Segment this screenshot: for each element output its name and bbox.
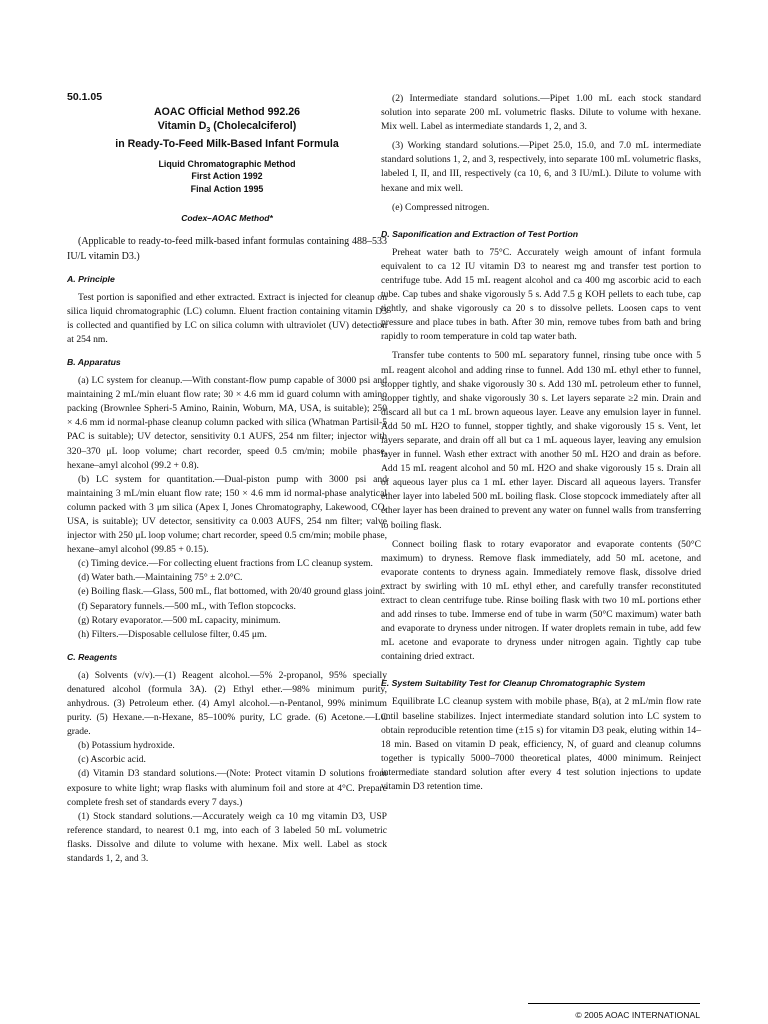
subtitle-3: Final Action 1995 xyxy=(190,183,264,194)
copyright-footer: © 2005 AOAC INTERNATIONAL xyxy=(528,1003,700,1020)
saponification-p2: Transfer tube contents to 500 mL separatory funnel, rinsing tube once with 5 mL reagent alcohol and adding rinse to funnel. Add 130 mL ethyl ether to funnel, stopper tightly, and shake vigorously 30 s. Add 130 mL petroleum ether to funnel, stopper tightly, and shake vigorously 30 s. Let layers separate ≥2 min. Drain and discard all but ca 1 mL brown aqueous layer. Leave any emulsion layer in funnel. Add 50 mL H2O to funnel, stopper tightly, and shake vigorously 15 s. Vent, let layers separate, and drain off all but ca 1 mL aqueous layer, leaving any emulsion layer in funnel. Wash ether extract with another 50 mL H2O and drain as before. Add 15 mL reagent alcohol and 50 mL H2O and shake vigorously 15 s. Drain all of aqueous layer plus ca 1 mL ether layer. Discard all aqueous layers. Transfer ether layer into labeled 500 mL boiling flask. Close stopcock immediately after all ether layer has been drained to prevent any water on funnel walls from transferring to boiling flask. xyxy=(381,350,701,531)
apparatus-g: (g) Rotary evaporator.—500 mL capacity, minimum. xyxy=(78,614,281,626)
reagents-e: (e) Compressed nitrogen. xyxy=(392,201,490,213)
reagents-d1: (1) Stock standard solutions.—Accurately weigh ca 10 mg vitamin D3, USP reference standard, to nearest 0.1 mg, into each of 3 labeled 50 mL volumetric flasks. Dissolve and dilute to volume with hexane. Mix well. Label as stock standards 1, 2, and 3. xyxy=(67,810,387,865)
subtitle-1: Liquid Chromatographic Method xyxy=(158,158,296,169)
apparatus-e: (e) Boiling flask.—Glass, 500 mL, flat bottomed, with 20/40 ground glass joint. xyxy=(78,586,385,598)
applicability: (Applicable to ready-to-feed milk-based infant formulas containing 488–533 IU/L vitamin D3.) xyxy=(67,236,387,262)
heading-principle: A. Principle xyxy=(67,273,115,284)
heading-apparatus: B. Apparatus xyxy=(67,357,121,368)
left-column xyxy=(67,90,387,866)
apparatus-b: (b) LC system for quantitation.—Dual-piston pump with 3000 psi and maintaining 3 mL/min eluant flow rate; 150 × 4.6 mm id normal-phase analytical column packed with 3 μm silica (Apex I, Jones Chromatography, Lakewood, CO, USA, is suitable); UV detector, sensitivity ca 0.003 AUFS, 254 nm filter; valve injector with 250 μL loop volume; chart recorder, speed 0.5 cm/min; mobile phase, hexane–amyl alcohol (99.85 + 0.15). xyxy=(67,473,387,556)
reagents-d2: (2) Intermediate standard solutions.—Pipet 1.00 mL each stock standard solution into separate 200 mL volumetric flasks. Dilute to volume with hexane. Mix well. Label as intermediate standards 1, 2, and 3. xyxy=(381,93,701,133)
apparatus-d: (d) Water bath.—Maintaining 75° ± 2.0°C. xyxy=(78,572,243,584)
apparatus-f: (f) Separatory funnels.—500 mL, with Teflon stopcocks. xyxy=(78,600,296,612)
apparatus-c: (c) Timing device.—For collecting eluent fractions from LC cleanup system. xyxy=(78,558,373,570)
principle-text: Test portion is saponified and ether extracted. Extract is injected for cleanup on silica liquid chromatographic (LC) column. Eluent fraction containing vitamin D3 is collected and quantified by LC on silica column with ultraviolet (UV) detection at 254 nm. xyxy=(67,291,387,345)
apparatus-a: (a) LC system for cleanup.—With constant-flow pump capable of 3000 psi and maintaining 2 mL/min eluant flow rate; 30 × 4.6 mm id guard column with amino packing (Brownlee Spheri-5 Amino, Rainin, Woburn, MA, USA, is suitable); 250 × 4.6 mm id normal-phase cleanup column packed with silica (Whatman Partisil-5 PAC is suitable); UV detector, sensitivity 0.1 AUFS, 254 nm filter; injector with 320–370 μL loop volume; chart recorder, speed 0.5 cm/min; mobile phase, hexane–amyl alcohol (99.2 + 0.8). xyxy=(67,375,387,471)
reagents-b: (b) Potassium hydroxide. xyxy=(78,740,175,752)
heading-system-suitability: E. System Suitability Test for Cleanup Chromatographic System xyxy=(381,678,646,689)
reagents-c: (c) Ascorbic acid. xyxy=(78,754,146,766)
codex-label: Codex–AOAC Method* xyxy=(181,213,273,224)
reagents-a: (a) Solvents (v/v).—(1) Reagent alcohol.—5% 2-propanol, 95% specially denatured alcohol (formula 3A). (2) Ethyl ether.—98% minimum purity, anhydrous. (3) Petroleum ether. (4) Amyl alcohol.—n-Pentanol, 99% minimum purity. (5) Hexane.—n-Hexane, 85–100% purity, LC grade. (6) Acetone.—LC grade. xyxy=(67,669,387,738)
apparatus-h: (h) Filters.—Disposable cellulose filter, 0.45 μm. xyxy=(78,628,267,640)
saponification-p3: Connect boiling flask to rotary evaporator and evaporate contents (50°C maximum) to dryness. Remove flask immediately, add 50 mL acetone, and evaporate contents to dryness again. Immediately remove flask, dissolve dried extract by swirling with 10 mL ethyl ether, and carefully transfer reconstituted extract to clean centrifuge tube. Rinse boiling flask with two 10 mL portions ether and add rinses to tube. Immerse end of tube in warm (50°C maximum) water bath and evaporate to dryness under nitrogen. If water droplets remain in tube, add few mL acetone and evaporate to dryness under nitrogen again. Tightly cap tube containing dried extract. xyxy=(381,538,701,663)
method-number: 50.1.05 xyxy=(67,91,103,103)
reagents-d3: (3) Working standard solutions.—Pipet 25.0, 15.0, and 7.0 mL intermediate standard solutions 1, 2, and 3, respectively, into separate 100 mL volumetric flasks, labeled I, II, and III, respectively (ca 10, 6, and 3 IU/mL). Dilute to volume with hexane and mix well. xyxy=(381,140,701,194)
heading-saponification: D. Saponification and Extraction of Test Portion xyxy=(381,228,579,239)
system-suitability-text: Equilibrate LC cleanup system with mobile phase, B(a), at 2 mL/min flow rate until baseline stabilizes. Inject intermediate standard solution into LC system to obtain reproducible retention time (±15 s) for vitamin D3 peak, eluting within 14–18 min. Based on vitamin D peak, efficiency, N, of guard and cleanup columns together is typically 5000–7000 theoretical plates, 4000 minimum. Reinject intermediate standard solution after every 4 test solution injections to update vitamin D3 retention time. xyxy=(381,696,701,793)
saponification-p1: Preheat water bath to 75°C. Accurately weigh amount of infant formula equivalent to ca 12 IU vitamin D3 to nearest mg and transfer test portion to centrifuge tube. Add 15 mL reagent alcohol and ca 400 mg ascorbic acid to each tube. Cap tubes and shake vigorously 5 s. Add 7.5 g KOH pellets to each tube, cap tightly, and shake vigorously ca 20 s to dissolve pellets. Loosen caps to vent pressure and place tubes in bath. After 30 min, remove tubes from bath and bring rapidly to room temperature in cold tap water bath. xyxy=(381,246,701,343)
title-line-2: Vitamin $D_3$ (Cholecalciferol) xyxy=(157,119,297,134)
heading-reagents: C. Reagents xyxy=(67,651,118,662)
title-line-1: AOAC Official Method 992.26 xyxy=(154,106,300,119)
right-column xyxy=(381,92,701,794)
reagents-d: (d) Vitamin D3 standard solutions.—(Note: Protect vitamin D solutions from exposure to white light; wrap flasks with aluminum foil and store at 4°C. Prepare complete fresh set of standards every 7 days.) xyxy=(67,768,387,808)
title-line-3: in Ready-To-Feed Milk-Based Infant Formula xyxy=(115,137,339,150)
subtitle-2: First Action 1992 xyxy=(191,171,263,182)
method-title xyxy=(67,106,387,152)
